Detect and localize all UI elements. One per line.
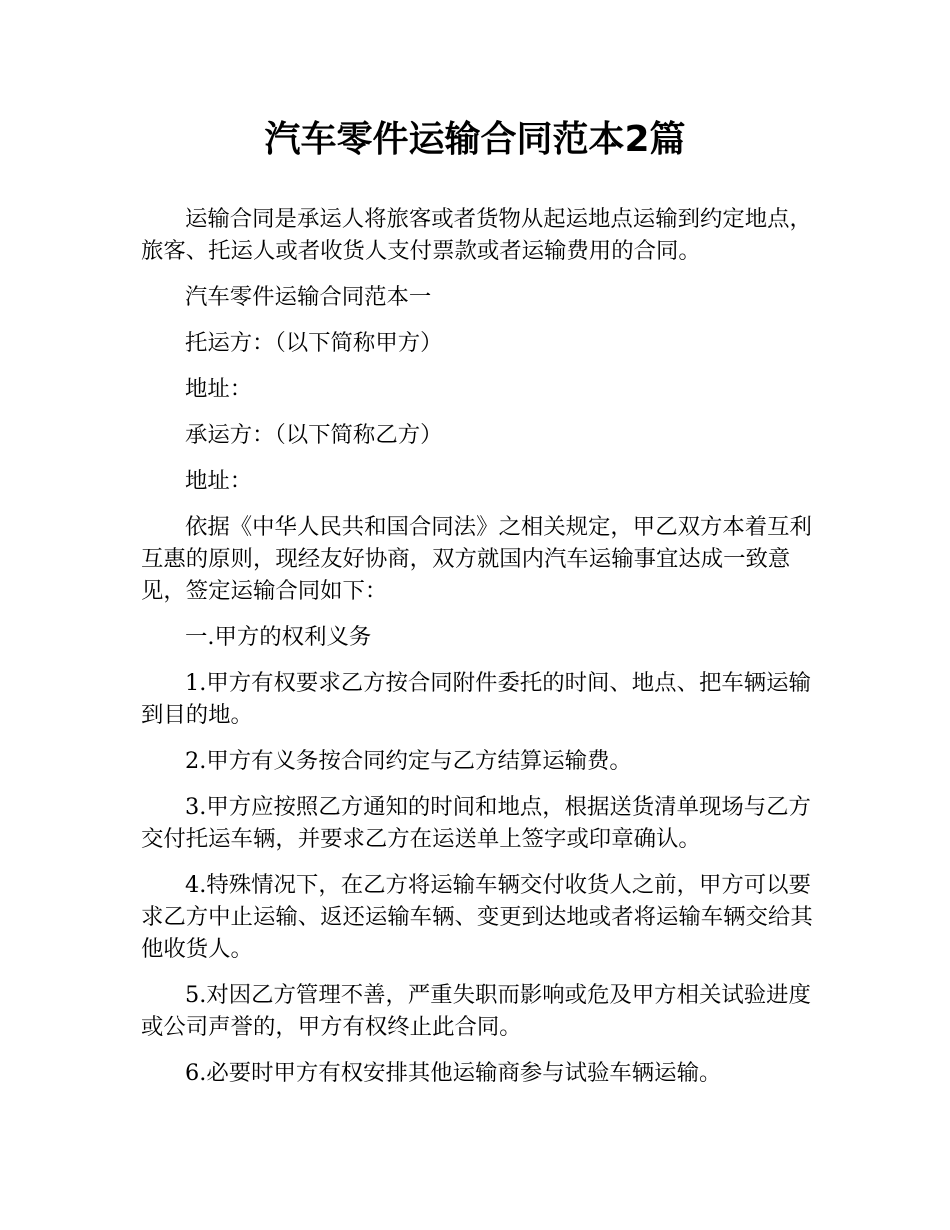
paragraph-clause-1: 1.甲方有权要求乙方按合同附件委托的时间、地点、把车辆运输到目的地。 xyxy=(141,670,811,728)
paragraph-intro: 运输合同是承运人将旅客或者货物从起运地点运输到约定地点，旅客、托运人或者收货人支付票款或者运输费用的合同。 xyxy=(141,206,812,264)
paragraph-section-heading: 一.甲方的权利义务 xyxy=(185,624,372,650)
paragraph-clause-5: 5.对因乙方管理不善，严重失职而影响或危及甲方相关试验进度或公司声誉的，甲方有权终止此合同。 xyxy=(141,982,811,1040)
paragraph-contract-heading: 汽车零件运输合同范本一 xyxy=(185,284,432,310)
paragraph-clause-4: 4.特殊情况下，在乙方将运输车辆交付收货人之前，甲方可以要求乙方中止运输、返还运输车辆、变更到达地或者将运输车辆交给其他收货人。 xyxy=(141,872,813,962)
document-title: 汽车零件运输合同范本2篇 xyxy=(264,119,686,160)
paragraph-shipper: 托运方：（以下简称甲方） xyxy=(185,330,443,356)
paragraph-clause-6: 6.必要时甲方有权安排其他运输商参与试验车辆运输。 xyxy=(185,1060,722,1086)
paragraph-shipper-address: 地址： xyxy=(185,376,253,402)
paragraph-clause-2: 2.甲方有义务按合同约定与乙方结算运输费。 xyxy=(185,748,632,774)
paragraph-carrier-address: 地址： xyxy=(185,468,253,494)
paragraph-clause-3: 3.甲方应按照乙方通知的时间和地点，根据送货清单现场与乙方交付托运车辆，并要求乙方在运送单上签字或印章确认。 xyxy=(141,794,811,852)
document-body xyxy=(141,203,831,1103)
paragraph-legal-basis: 依据《中华人民共和国合同法》之相关规定，甲乙双方本着互利互惠的原则，现经友好协商，双方就国内汽车运输事宜达成一致意见，签定运输合同如下： xyxy=(141,514,812,604)
paragraph-carrier: 承运方：（以下简称乙方） xyxy=(185,422,443,448)
